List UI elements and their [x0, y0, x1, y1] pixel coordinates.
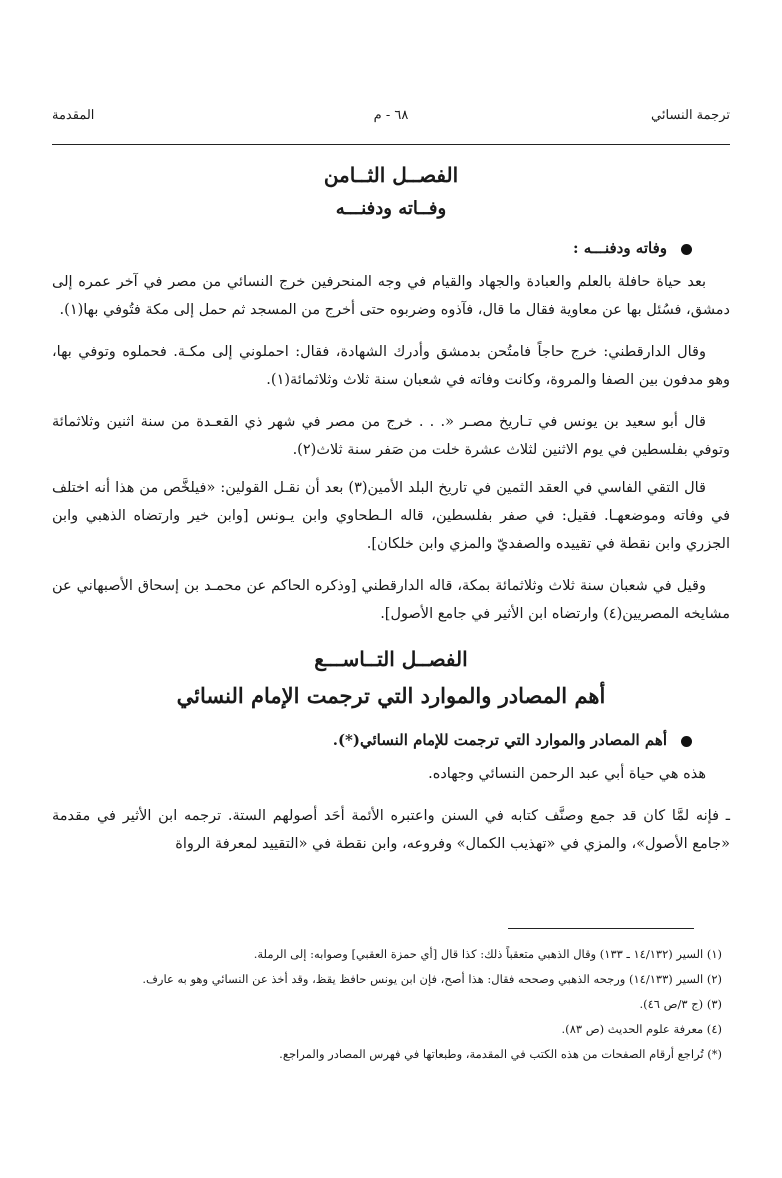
- chapter9-title: الفصــل التــاســـع: [314, 647, 468, 671]
- chapter8-bullet-heading: [52, 234, 692, 262]
- header-book-title: ترجمة النسائي: [651, 108, 730, 123]
- chapter9-bullet-text: أهم المصادر والموارد التي ترجمت للإمام النسائي(*).: [332, 731, 667, 749]
- bullet-dot-icon: [681, 244, 692, 255]
- running-header: [52, 108, 730, 132]
- chapter8-bullet-text: وفاته ودفنـــه :: [572, 239, 667, 257]
- footnote: (*) تُراجع أرقام الصفحات من هذه الكتب في المقدمة، وطبعاتها في فهرس المصادر والمراجع.: [279, 1047, 722, 1061]
- footnote: (٢) السير (١٤/١٣٣) ورجحه الذهبي وصححه فقال: هذا أصح، فإن ابن يونس حافظ يقظ، وقد أخذ عن النسائي وهو به عارف.: [142, 972, 722, 986]
- header-section-title: المقدمة: [52, 108, 95, 123]
- paragraph: قال أبو سعيد بن يونس في تـاريخ مصـر «. . . خرج من مصر في شهر ذي القعـدة من سنة اثنين وثلاثمائة وتوفي بفلسطين في يوم الاثنين لثلاث عشرة خلت من صَفر سنة ثلاث(٢).: [52, 414, 730, 458]
- main-text: [52, 158, 730, 868]
- footnotes: [60, 942, 722, 1067]
- paragraph: بعد حياة حافلة بالعلم والعبادة والجهاد والقيام في وجه المنحرفين خرج النسائي من مصر في آخر عمره إلى دمشق، فسُئل بها عن معاوية فقال ما قال، فآذوه وضربوه حتى أخرج من المسجد ثم حمل إلى مكة فتُوفي بها(١).: [52, 274, 730, 318]
- paragraph: ـ فإنه لمَّا كان قد جمع وصنَّف كتابه في السنن واعتبره الأئمة أحَد أصولهم الستة. ترجمه ابن الأثير في مقدمة «جامع الأصول»، والمزي في «تهذيب الكمال» وفروعه، وابن نقطة في «التقييد لمعرفة الرواة: [52, 808, 730, 852]
- chapter9-subtitle: أهم المصادر والموارد التي ترجمت الإمام النسائي: [176, 683, 606, 708]
- footnote-rule: [508, 928, 694, 929]
- paragraph: وقيل في شعبان سنة ثلاث وثلاثمائة بمكة، قاله الدارقطني [وذكره الحاكم عن محمـد بن إسحاق الأصبهاني عن مشايخه المصريين(٤) وارتضاه ابن الأثير في جامع الأصول].: [52, 578, 730, 622]
- paragraph: هذه هي حياة أبي عبد الرحمن النسائي وجهاده.: [428, 766, 706, 782]
- chapter9-bullet-heading: [52, 726, 692, 754]
- header-page-number: ٦٨ - م: [373, 108, 409, 123]
- chapter8-title: الفصــل الثــامن: [323, 163, 459, 187]
- footnote: (٤) معرفة علوم الحديث (ص ٨٣).: [561, 1022, 722, 1036]
- chapter8-subtitle: وفــاته ودفنـــه: [335, 198, 447, 219]
- paragraph: وقال الدارقطني: خرج حاجاً فامتُحن بدمشق وأدرك الشهادة، فقال: احملوني إلى مكـة. فحملوه وتوفي بها، وهو مدفون بين الصفا والمروة، وكانت وفاته في شعبان سنة ثلاث وثلاثمائة(١).: [52, 344, 730, 388]
- bullet-dot-icon: [681, 736, 692, 747]
- footnote: (١) السير (١٤/١٣٢ ـ ١٣٣) وقال الذهبي متعقباً ذلك: كذا قال [أي حمزة العقبي] وصوابه: إلى الرملة.: [253, 947, 722, 961]
- paragraph: قال التقي الفاسي في العقد الثمين في تاريخ البلد الأمين(٣) بعد أن نقـل القولين: «فيلخَّص من هذا أنه اختلف في وفاته وموضعهـا. فقيل: في صفر بفلسطين، قاله الـطحاوي وابن يـونس [وابن خير وارتضاه الذهبي وابن الجزري وابن نقطة في تقييده والصفديّ والمزي وابن خلكان].: [52, 480, 730, 552]
- footnote: (٣) (ج ٣/ص ٤٦).: [639, 997, 722, 1011]
- header-rule: [52, 144, 730, 145]
